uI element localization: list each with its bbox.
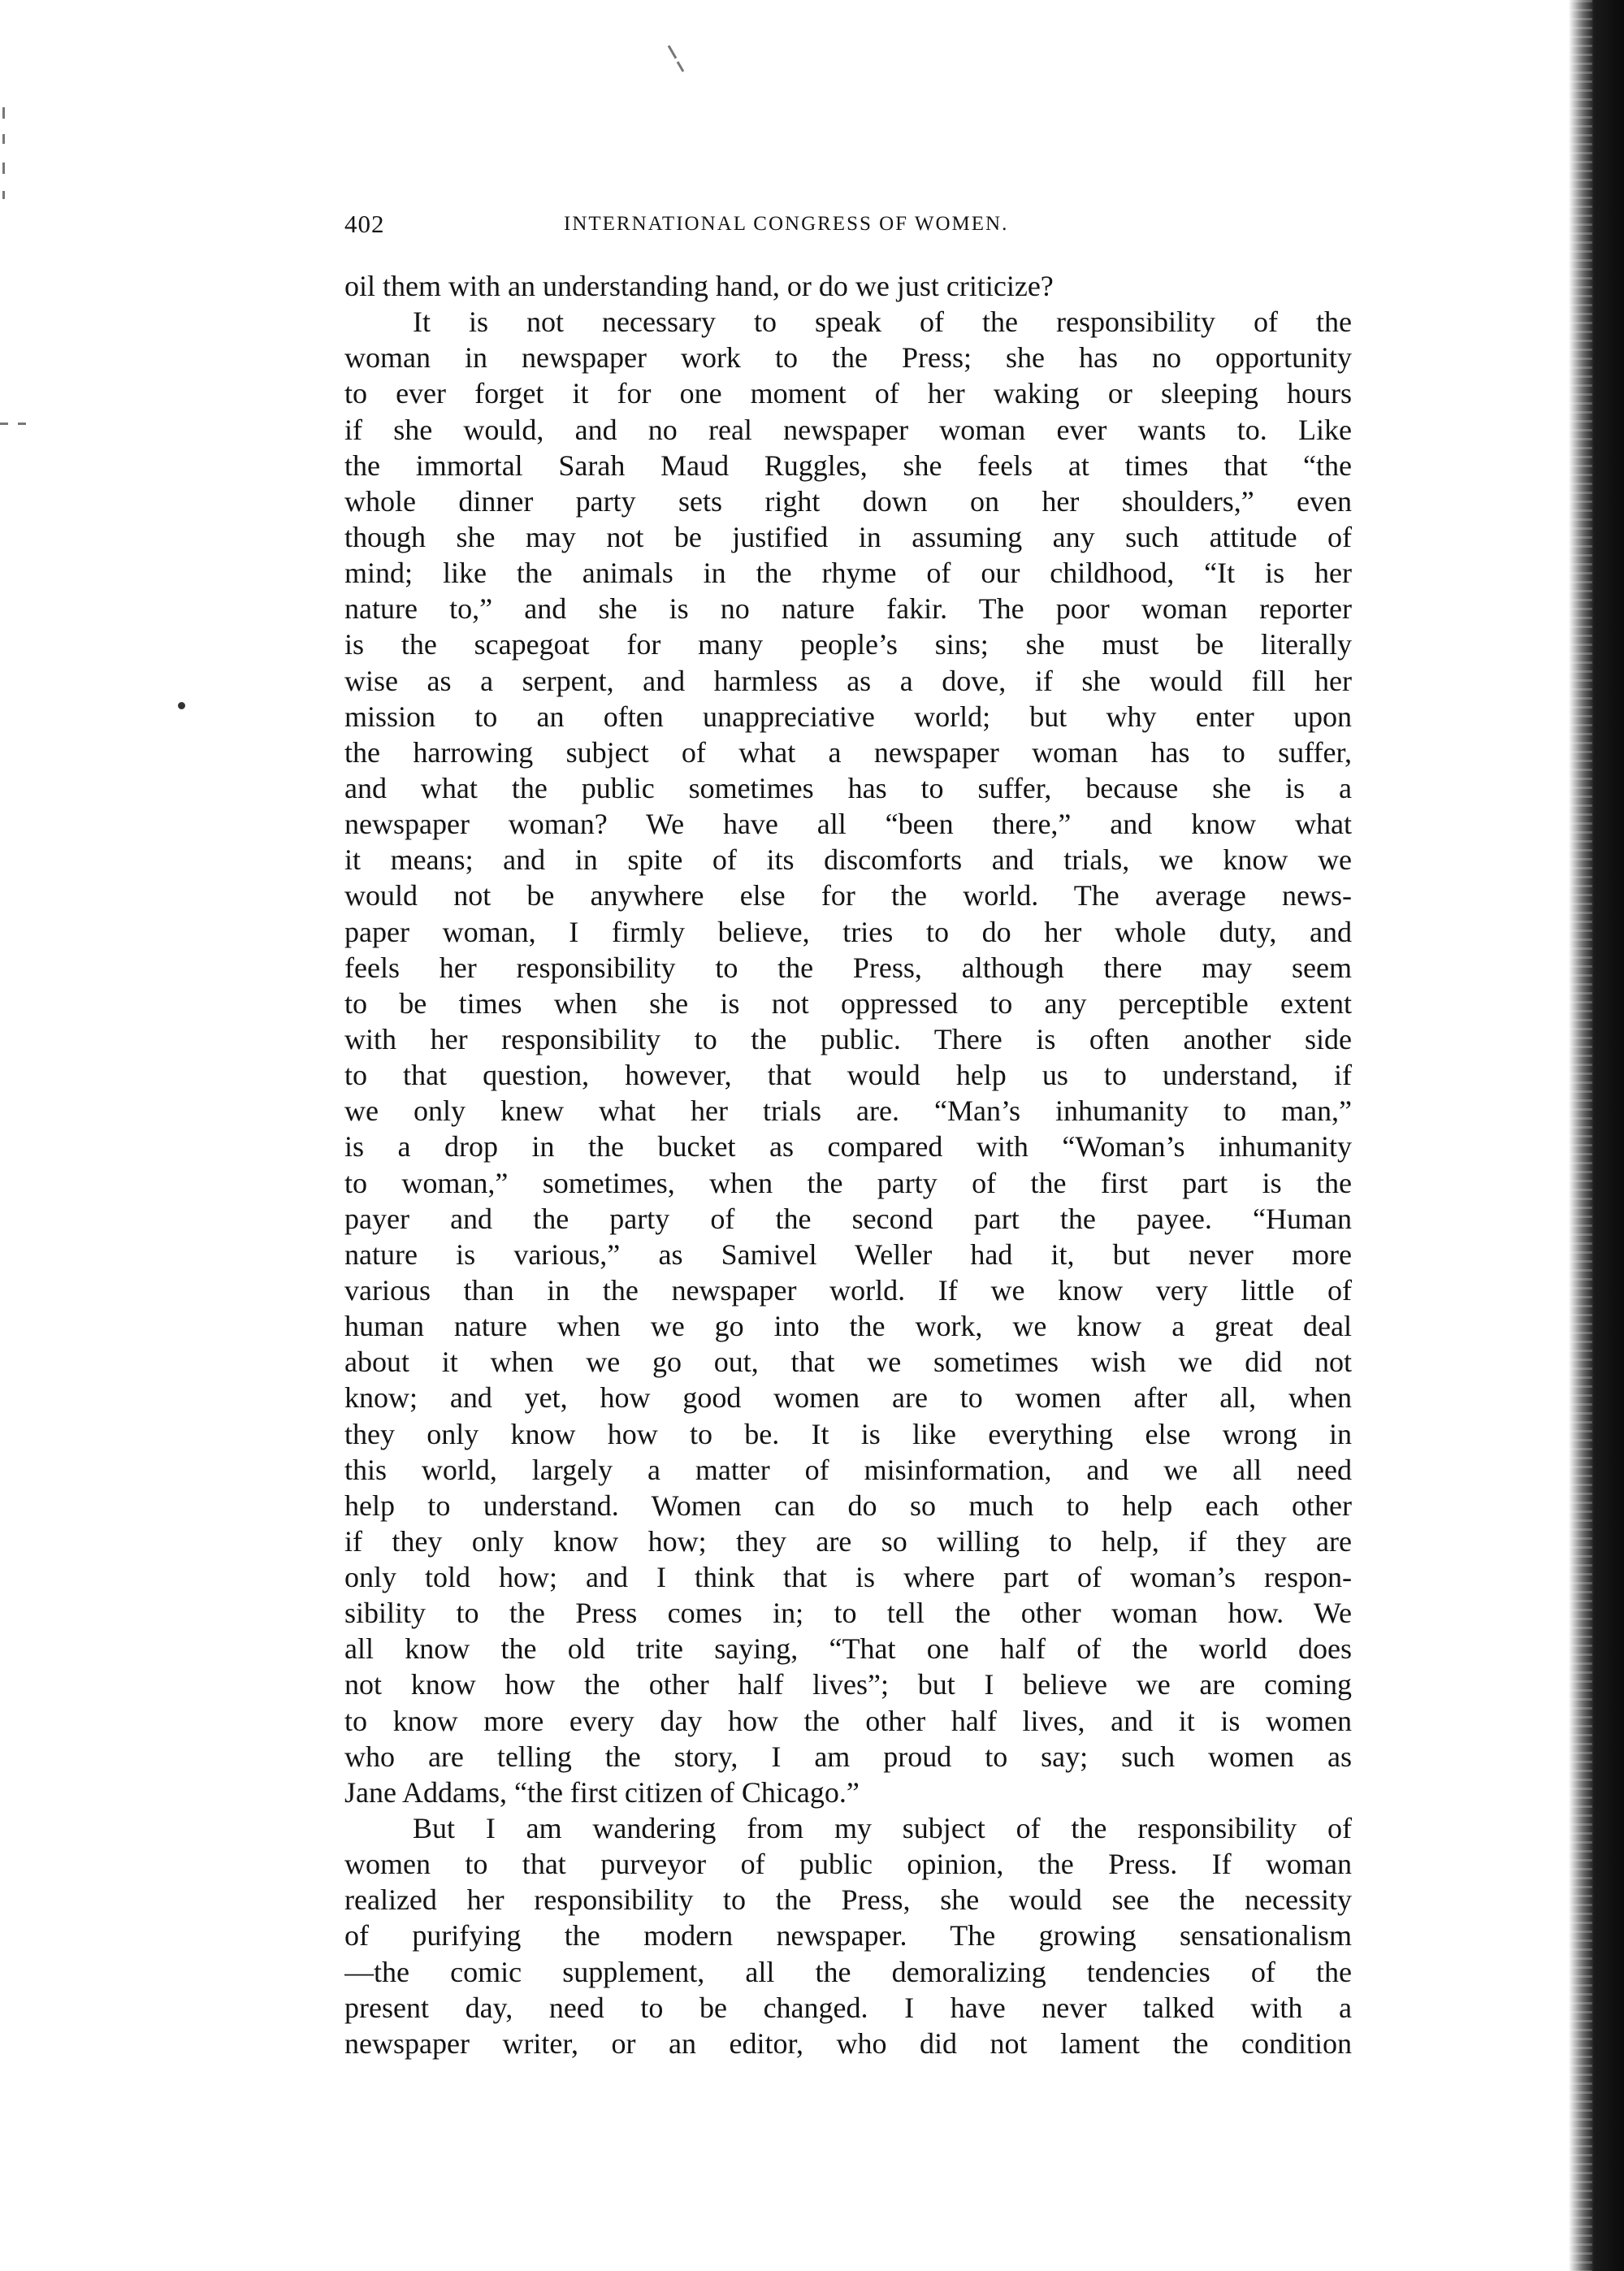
text-line: various than in the newspaper world. If we know very little of (344, 1273, 1352, 1307)
text-line: Jane Addams, “the first citizen of Chicago.” (344, 1775, 860, 1809)
text-line: human nature when we go into the work, we know a great deal (344, 1310, 1352, 1343)
text-line: though she may not be justified in assuming any such attitude of (344, 520, 1352, 553)
text-line: who are telling the story, I am proud to say; such women as (344, 1740, 1352, 1773)
text-line: women to that purveyor of public opinion, the Press. If woman (344, 1848, 1352, 1881)
scan-mark (2, 134, 5, 144)
scan-mark (677, 61, 685, 72)
text-line: would not be anywhere else for the world. The average news- (344, 879, 1352, 912)
ink-speck (178, 702, 185, 709)
text-line: to ever forget it for one moment of her waking or sleeping hours (344, 377, 1352, 410)
scan-mark (668, 45, 678, 59)
text-line: with her responsibility to the public. There is often another side (344, 1022, 1352, 1055)
text-line: nature to,” and she is no nature fakir. The poor woman reporter (344, 592, 1352, 626)
scan-mark (0, 423, 8, 425)
text-line: about it when we go out, that we sometimes wish we did not (344, 1346, 1352, 1379)
text-line: present day, need to be changed. I have never talked with a (344, 1991, 1352, 2024)
text-line: whole dinner party sets right down on her shoulders,” even (344, 484, 1352, 518)
text-line: newspaper woman? We have all “been there,” and know what (344, 808, 1352, 841)
text-line: not know how the other half lives”; but I believe we are coming (344, 1668, 1352, 1701)
book-spine-texture (1568, 0, 1592, 2271)
running-title: INTERNATIONAL CONGRESS OF WOMEN. (564, 213, 1009, 235)
text-line: —the comic supplement, all the demoralizing tendencies of the (344, 1955, 1352, 1988)
text-line: But I am wandering from my subject of the responsibility of (413, 1812, 1352, 1845)
text-line: and what the public sometimes has to suffer, because she is a (344, 771, 1352, 804)
text-line: the harrowing subject of what a newspaper woman has to suffer, (344, 735, 1352, 769)
text-line: mission to an often unappreciative world; but why enter upon (344, 700, 1352, 733)
text-line: oil them with an understanding hand, or do we just criticize? (344, 270, 1054, 302)
text-line: to know more every day how the other half lives, and it is women (344, 1704, 1352, 1737)
text-line: if they only know how; they are so willing to help, if they are (344, 1524, 1352, 1558)
text-line: to woman,” sometimes, when the party of the first part is the (344, 1166, 1352, 1199)
text-line: help to understand. Women can do so much to help each other (344, 1489, 1352, 1522)
text-line: of purifying the modern newspaper. The growing sensationalism (344, 1919, 1352, 1952)
text-line: sibility to the Press comes in; to tell the other woman how. We (344, 1597, 1352, 1630)
text-line: it means; and in spite of its discomforts and trials, we know we (344, 843, 1352, 877)
text-line: woman in newspaper work to the Press; she has no opportunity (344, 341, 1352, 375)
text-line: newspaper writer, or an editor, who did not lament the condition (344, 2026, 1352, 2060)
scan-mark (2, 191, 5, 199)
text-line: only told how; and I think that is where part of woman’s respon- (344, 1561, 1352, 1594)
text-line: wise as a serpent, and harmless as a dove, if she would fill her (344, 664, 1352, 697)
text-line: realized her responsibility to the Press, she would see the necessity (344, 1883, 1352, 1917)
body-text (344, 268, 1352, 2061)
text-line: know; and yet, how good women are to women after all, when (344, 1381, 1352, 1415)
text-line: all know the old trite saying, “That one half of the world does (344, 1632, 1352, 1666)
text-line: payer and the party of the second part the payee. “Human (344, 1202, 1352, 1235)
running-head (344, 210, 1345, 242)
scan-mark (18, 423, 26, 425)
text-line: It is not necessary to speak of the responsibility of the (413, 306, 1352, 339)
text-line: nature is various,” as Samivel Weller had it, but never more (344, 1237, 1352, 1271)
text-line: is a drop in the bucket as compared with “Woman’s inhumanity (344, 1130, 1352, 1164)
text-line: we only knew what her trials are. “Man’s inhumanity to man,” (344, 1094, 1352, 1128)
text-line: mind; like the animals in the rhyme of our childhood, “It is her (344, 557, 1352, 590)
text-line: to that question, however, that would help us to understand, if (344, 1059, 1352, 1092)
page-number: 402 (344, 210, 385, 238)
text-line: paper woman, I firmly believe, tries to do her whole duty, and (344, 915, 1352, 948)
text-line: to be times when she is not oppressed to any perceptible extent (344, 986, 1352, 1020)
text-line: they only know how to be. It is like everything else wrong in (344, 1417, 1352, 1450)
text-line: the immortal Sarah Maud Ruggles, she feels at times that “the (344, 449, 1352, 482)
text-line: if she would, and no real newspaper woman ever wants to. Like (344, 413, 1352, 446)
scan-mark (2, 163, 5, 174)
scan-mark (2, 107, 5, 119)
text-line: is the scapegoat for many people’s sins; she must be literally (344, 628, 1352, 661)
text-line: feels her responsibility to the Press, although there may seem (344, 951, 1352, 984)
text-line: this world, largely a matter of misinformation, and we all need (344, 1453, 1352, 1486)
